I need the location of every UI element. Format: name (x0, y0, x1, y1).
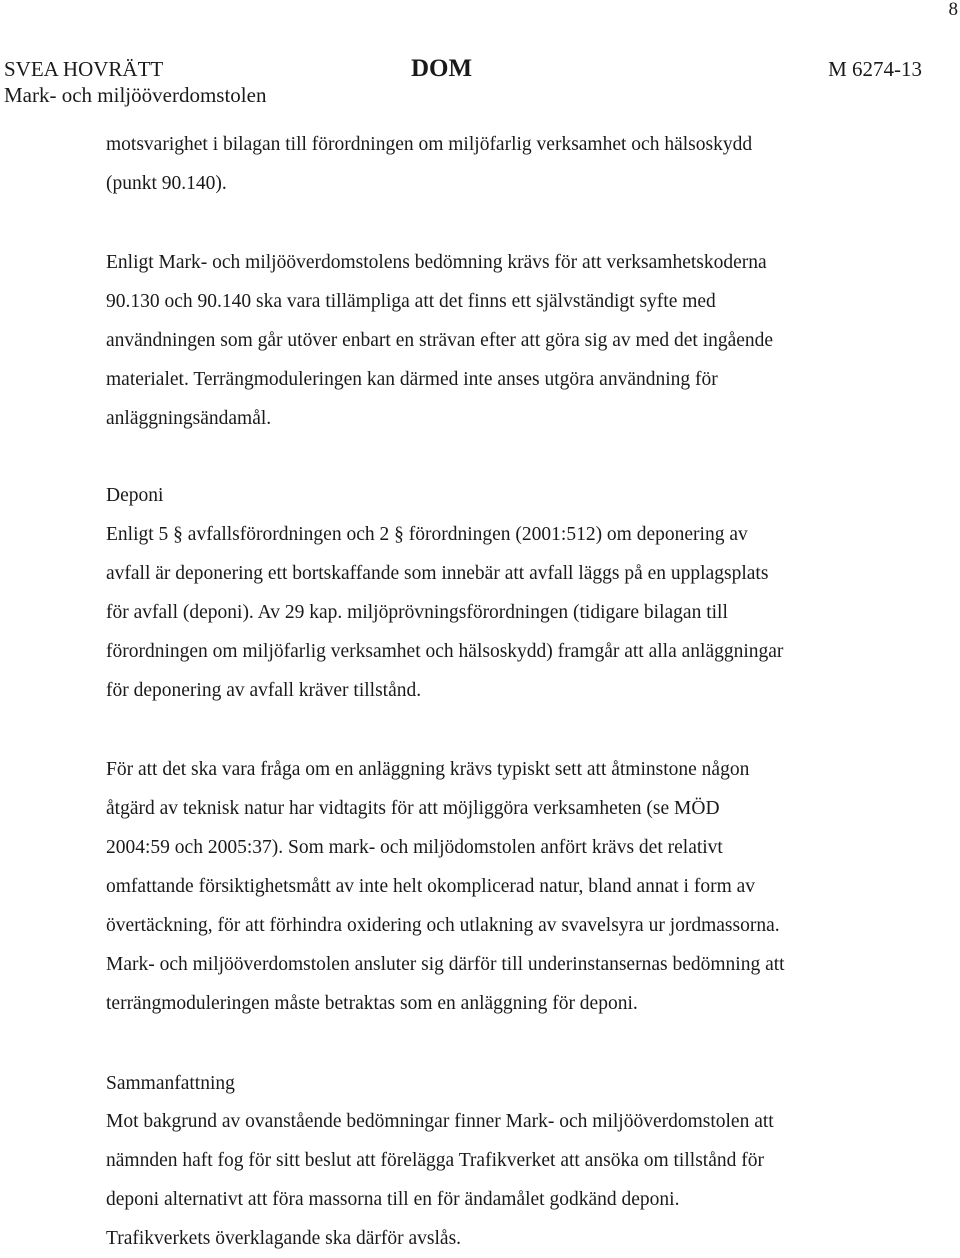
text-line: Enligt 5 § avfallsförordningen och 2 § förordningen (2001:512) om deponering av (106, 524, 748, 545)
text-line: anläggningsändamål. (106, 408, 272, 429)
paragraph-3 (106, 515, 906, 710)
text-line: (punkt 90.140). (106, 173, 227, 194)
paragraph-1 (106, 125, 906, 203)
text-line: motsvarighet i bilagan till förordningen om miljöfarlig verksamhet och hälsoskydd (106, 134, 753, 155)
text-line: för deponering av avfall kräver tillstånd. (106, 680, 422, 701)
section-heading-deponi: Deponi (106, 485, 164, 506)
paragraph-5 (106, 1102, 906, 1258)
document-type: DOM (411, 55, 473, 82)
text-line: materialet. Terrängmoduleringen kan därmed inte anses utgöra användning för (106, 369, 718, 390)
text-line: 2004:59 och 2005:37). Som mark- och miljödomstolen anfört krävs det relativt (106, 837, 723, 858)
paragraph-2 (106, 243, 906, 438)
text-line: deponi alternativt att föra massorna till en för ändamålet godkänd deponi. (106, 1189, 680, 1210)
text-line: nämnden haft fog för sitt beslut att förelägga Trafikverket att ansöka om tillstånd för (106, 1150, 764, 1171)
text-line: Mot bakgrund av ovanstående bedömningar finner Mark- och miljööverdomstolen att (106, 1111, 774, 1132)
text-line: För att det ska vara fråga om en anläggning krävs typiskt sett att åtminstone någon (106, 759, 750, 780)
text-line: åtgärd av teknisk natur har vidtagits för att möjliggöra verksamheten (se MÖD (106, 798, 720, 819)
division-name: Mark- och miljööverdomstolen (4, 83, 267, 107)
text-line: förordningen om miljöfarlig verksamhet och hälsoskydd) framgår att alla anläggningar (106, 641, 784, 662)
text-line: omfattande försiktighetsmått av inte helt okomplicerad natur, bland annat i form av (106, 876, 756, 897)
page-number: 8 (948, 0, 958, 20)
text-line: terrängmoduleringen måste betraktas som en anläggning för deponi. (106, 993, 638, 1014)
section-heading-sammanfattning: Sammanfattning (106, 1073, 235, 1094)
text-line: för avfall (deponi). Av 29 kap. miljöprövningsförordningen (tidigare bilagan till (106, 602, 728, 623)
text-line: Trafikverkets överklagande ska därför avslås. (106, 1228, 462, 1249)
text-line: användningen som går utöver enbart en strävan efter att göra sig av med det ingående (106, 330, 774, 351)
text-line: 90.130 och 90.140 ska vara tillämpliga att det finns ett självständigt syfte med (106, 291, 716, 312)
header-court-block (4, 56, 266, 108)
text-line: Enligt Mark- och miljööverdomstolens bedömning krävs för att verksamhetskoderna (106, 252, 767, 273)
text-line: Mark- och miljööverdomstolen ansluter sig därför till underinstansernas bedömning att (106, 954, 785, 975)
paragraph-4 (106, 750, 906, 1023)
court-name: SVEA HOVRÄTT (4, 57, 164, 81)
case-number: M 6274-13 (828, 57, 922, 81)
text-line: övertäckning, för att förhindra oxidering och utlakning av svavelsyra ur jordmassorna. (106, 915, 780, 936)
text-line: avfall är deponering ett bortskaffande som innebär att avfall läggs på en upplagsplats (106, 563, 769, 584)
